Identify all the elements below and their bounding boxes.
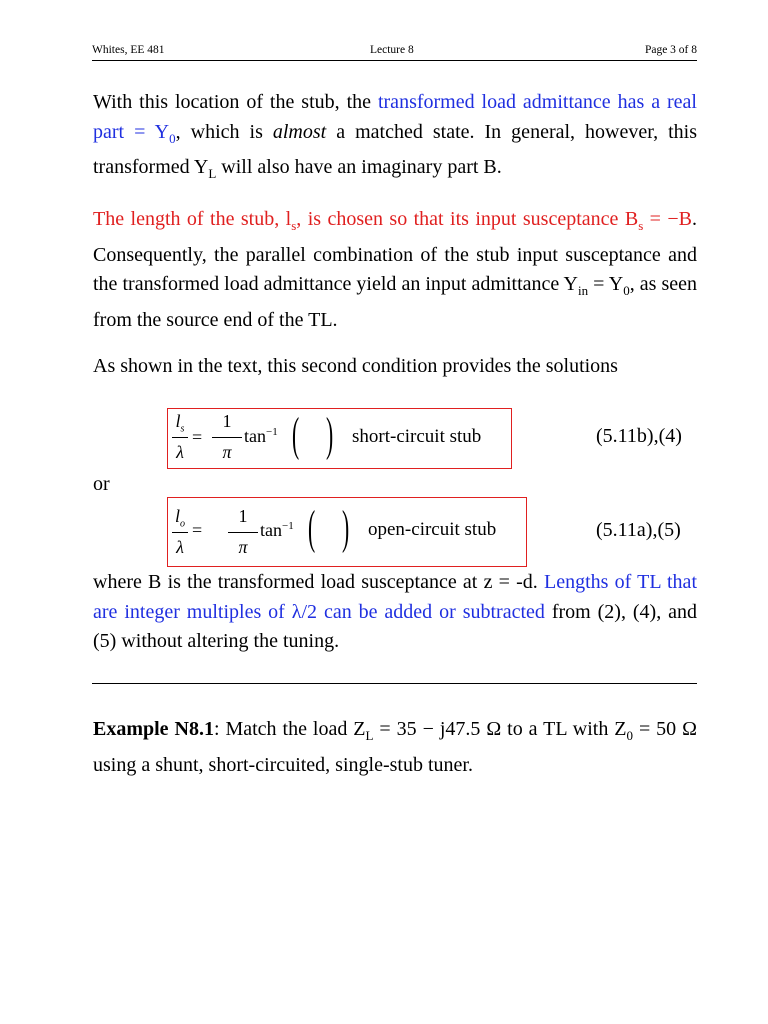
p2-red-b: , is chosen so that its input susceptance B <box>296 208 639 230</box>
eq2-lhs-denominator: λ <box>176 537 184 557</box>
eq1-tan <box>244 426 278 447</box>
eq2-l-sub: o <box>180 518 185 530</box>
eq2-tan-text: tan <box>260 520 282 540</box>
eq2-tan-sup: −1 <box>282 520 294 532</box>
eq1-l: l <box>175 411 181 431</box>
eq1-right-paren: ) <box>326 408 334 461</box>
p2-red-sub: s <box>291 218 297 233</box>
p2-red-text <box>93 208 692 233</box>
paragraph-stub-length <box>93 205 697 335</box>
p1-text-a: With this location of the stub, the <box>93 91 378 113</box>
or-text: or <box>93 473 110 495</box>
p4-text-b: from (2), (4), and (5) without altering the tuning. <box>93 600 697 652</box>
eq1-lhs-fraction-line <box>172 437 188 438</box>
paragraph-stub-location <box>93 88 697 189</box>
eq2-coef-numerator: 1 <box>238 506 248 526</box>
p2-red-c: = −B <box>643 208 692 230</box>
eq1-tan-sup: −1 <box>266 426 278 438</box>
p1-blue-sub: 0 <box>169 130 176 146</box>
eq2-tan <box>260 520 294 541</box>
header-lecture: Lecture 8 <box>370 44 414 56</box>
eq2-l: l <box>174 506 180 526</box>
eq1-left-paren: ( <box>292 408 300 461</box>
p2-red-sub2: s <box>638 218 644 233</box>
p2-rest-sub2: 0 <box>623 283 630 298</box>
header-author: Whites, EE 481 <box>92 44 165 56</box>
p5-text-a: : Match the load Z <box>213 718 366 740</box>
p1-text-f: will also have an imaginary part B. <box>216 156 502 178</box>
p2-rest3: , as seen from the source end of the TL. <box>93 273 698 331</box>
eq1-coef-fraction-line <box>212 437 242 438</box>
eq2-lhs-fraction-line <box>172 532 188 533</box>
eq1-lhs-denominator: λ <box>176 442 184 462</box>
header-page-number: Page 3 of 8 <box>644 44 697 56</box>
p5-sub-l: L <box>365 728 374 743</box>
p1-italic-almost: almost <box>272 120 327 143</box>
paragraph-transformed-susceptance <box>93 568 697 657</box>
eq2-number: (5.11a),(5) <box>596 519 681 541</box>
page-header <box>92 44 697 61</box>
p5-text-b: = 35 − j47.5 Ω to a TL with Z <box>373 718 627 740</box>
p5-text-c: = 50 Ω using a shunt, short-circuited, single-stub tuner. <box>93 718 697 776</box>
eq1-equals: = <box>192 427 203 447</box>
eq2-label: open-circuit stub <box>368 519 497 540</box>
p1-text-c: , which is <box>175 120 273 143</box>
eq1-lhs-numerator <box>172 411 188 440</box>
eq1-l-sub: s <box>180 423 185 435</box>
eq1-number: (5.11b),(4) <box>596 425 682 447</box>
eq2-left-paren: ( <box>308 501 316 554</box>
p1-blue-main: transformed load admittance has a real part = Y <box>93 91 697 143</box>
p1-text-e: a matched state. In general, however, this transformed Y <box>93 120 698 178</box>
eq1-coef-denominator: π <box>222 442 232 462</box>
p1-sub-l: L <box>208 166 217 181</box>
eq1-label: short-circuit stub <box>352 426 482 447</box>
p2-rest: . Consequently, the parallel combination of the stub input susceptance and the transformed load admittance yield an input admittance Y <box>93 208 697 295</box>
equation-open-circuit-box <box>167 497 527 567</box>
eq2-lhs-numerator <box>172 506 188 535</box>
p4-text-a: where B is the transformed load susceptance at z = -d. <box>93 571 544 593</box>
p2-rest2: = Y <box>588 273 624 295</box>
eq1-coef-numerator: 1 <box>222 411 232 431</box>
eq2-coef-fraction-line <box>228 532 258 533</box>
eq2-right-paren: ) <box>342 501 350 554</box>
p2-rest-sub: in <box>578 283 589 298</box>
p5-sub-0: 0 <box>626 728 633 743</box>
example-title: Example N8.1 <box>93 718 214 740</box>
p2-red-a: The length of the stub, l <box>93 208 292 230</box>
p4-blue-text: Lengths of TL that are integer multiples of λ/2 can be added or subtracted <box>93 571 697 623</box>
eq2-coef-denominator: π <box>238 537 248 557</box>
paragraph-example <box>93 715 697 780</box>
eq2-equals: = <box>192 520 203 540</box>
eq1-tan-text: tan <box>244 426 266 446</box>
horizontal-divider <box>92 683 697 684</box>
paragraph-solutions: As shown in the text, this second condition provides the solutions <box>93 355 618 377</box>
equation-short-circuit-box <box>167 408 512 469</box>
